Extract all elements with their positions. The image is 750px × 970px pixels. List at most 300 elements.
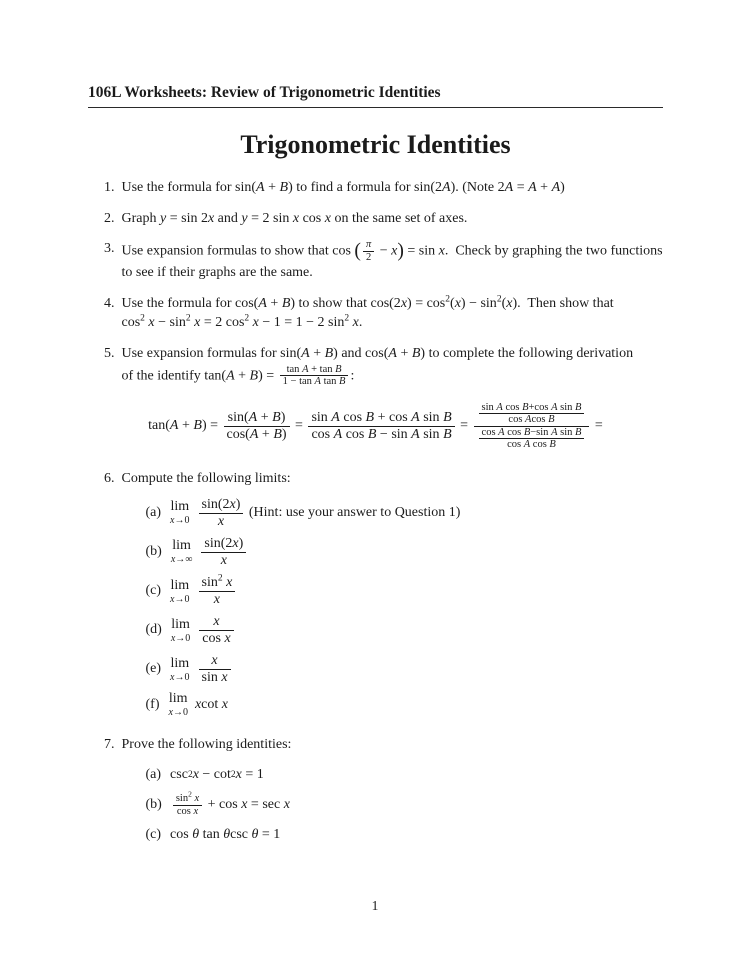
math-variable: x: [232, 535, 239, 551]
problem-1: [88, 178, 663, 198]
math-variable: x: [224, 631, 231, 647]
math-text: cos: [504, 426, 524, 438]
math-text: cos: [121, 315, 141, 331]
math-text: cos: [176, 805, 194, 817]
identity-sublist: [122, 763, 664, 847]
problem-4: [88, 294, 663, 333]
limit-subscript: [170, 673, 189, 683]
limit-subscript: [170, 516, 189, 526]
fraction: [363, 239, 374, 263]
problem-6-text: [122, 469, 664, 489]
math-text: = 2 cos: [200, 315, 245, 331]
math-text: = 2 sin: [247, 210, 293, 226]
fraction: [280, 364, 349, 388]
math-variable: A: [442, 180, 451, 195]
limit-operator: [169, 692, 188, 718]
fraction-numerator: [199, 614, 233, 630]
math-variable: x: [207, 210, 215, 226]
problem-7-content: [122, 735, 664, 853]
fraction-numerator: [199, 497, 244, 513]
problem-list: [88, 178, 663, 853]
math-variable: B: [339, 376, 346, 388]
math-text: Graph: [121, 210, 160, 226]
math-text: cos: [507, 439, 524, 451]
math-text: cos: [311, 426, 334, 442]
math-variable: A: [498, 426, 505, 438]
math-text: ). (Note 2: [450, 180, 505, 195]
math-text: →0: [174, 515, 190, 527]
math-text: cos: [508, 414, 526, 426]
math-text: − cot: [198, 766, 231, 782]
limit-operator: [170, 657, 189, 683]
math-text: +: [257, 409, 273, 425]
fraction-denominator: [308, 426, 454, 443]
math-text: +: [266, 295, 282, 311]
math-text: →0: [174, 593, 190, 605]
identity-item-b: [145, 789, 664, 817]
math-text: Use the formula for cos(: [121, 295, 259, 311]
limit-subscript: [171, 634, 190, 644]
math-variable: A: [528, 180, 537, 195]
problem-1-label: 1.: [104, 180, 115, 195]
math-variable: x: [221, 670, 228, 686]
math-variable: x: [192, 766, 199, 782]
fraction: [224, 410, 290, 443]
math-variable: B: [279, 180, 289, 195]
superscript: 2: [496, 294, 502, 305]
identity-item-c-label: (c): [145, 826, 162, 842]
limit-item-b: [146, 536, 664, 569]
math-text: .: [358, 315, 363, 331]
superscript: 2: [185, 313, 191, 324]
identity-item-a-text: csc 2 x − cot 2 x = 1: [170, 766, 663, 785]
math-variable: A: [314, 376, 321, 388]
limit-word: lim: [170, 499, 190, 515]
math-variable: A: [226, 367, 235, 383]
limit-operator: [171, 539, 193, 565]
math-text: on the same set of axes.: [330, 210, 468, 226]
superscript: 2: [217, 573, 223, 584]
math-text: +: [536, 180, 552, 195]
fraction: [199, 575, 236, 608]
limit-item-f-label: (f): [145, 697, 160, 713]
fraction-numerator: [308, 410, 454, 426]
problem-2-label: 2.: [104, 210, 115, 226]
fraction-denominator: [199, 591, 236, 608]
math-text: ) to complete the following derivation: [420, 346, 634, 362]
math-text: = sin 2: [166, 210, 208, 226]
math-variable: B: [549, 439, 556, 451]
math-variable: x: [168, 707, 173, 719]
problem-2-text: [122, 209, 664, 229]
math-variable: A: [256, 180, 265, 195]
math-variable: B: [365, 409, 375, 425]
fraction: [199, 614, 233, 647]
math-text: Prove the following identities:: [121, 737, 292, 753]
math-variable: A: [551, 401, 558, 413]
math-text: ): [235, 496, 241, 512]
math-variable: A: [169, 418, 179, 434]
math-text: =: [591, 418, 603, 434]
math-variable: A: [258, 295, 267, 311]
math-text: = 1: [241, 766, 264, 782]
problem-7: [88, 735, 663, 853]
math-variable: B: [335, 363, 342, 375]
limit-item-d-label: (d): [145, 622, 162, 638]
fraction-numerator: [474, 402, 590, 426]
math-variable: x: [193, 805, 199, 817]
math-text: tan(: [148, 418, 170, 434]
limit-sublist: [122, 497, 664, 719]
math-text: tan: [199, 826, 224, 842]
math-text: 2: [365, 251, 372, 263]
math-variable: x: [506, 295, 513, 311]
math-variable: θ: [192, 826, 200, 842]
math-variable: θ: [251, 826, 259, 842]
fraction-numerator: [173, 789, 202, 805]
math-variable: x: [170, 593, 175, 605]
math-text: cos: [170, 826, 193, 842]
math-variable: y: [241, 210, 248, 226]
fraction-denominator: [199, 630, 233, 647]
math-variable: A: [525, 414, 532, 426]
limit-item-f: [146, 692, 664, 718]
math-text: −: [376, 243, 392, 259]
limit-item-c-text: [170, 575, 663, 608]
math-text: sin: [419, 409, 444, 425]
math-variable: x: [226, 574, 233, 590]
math-text: + cos: [374, 409, 412, 425]
math-variable: x: [148, 315, 155, 331]
big-paren: ): [397, 240, 404, 262]
math-text: →0: [174, 671, 190, 683]
math-text: ) =: [258, 367, 278, 383]
math-variable: x: [438, 243, 445, 259]
math-text: cos: [202, 631, 225, 647]
math-variable: θ: [223, 826, 231, 842]
math-text: :: [350, 367, 355, 383]
math-text: =: [513, 180, 529, 195]
math-variable: x: [454, 295, 461, 311]
worksheet-header: [88, 84, 663, 108]
math-text: sin: [557, 401, 575, 413]
fraction: [201, 536, 246, 569]
superscript: 2: [188, 789, 192, 799]
fraction-denominator: [363, 251, 374, 264]
superscript: 2: [445, 294, 451, 305]
limit-subscript: [169, 708, 188, 718]
math-variable: A: [411, 409, 420, 425]
math-text: ) =: [201, 418, 222, 434]
math-variable: y: [160, 210, 167, 226]
math-text: +: [258, 426, 274, 442]
math-text: . Check by graphing the two functions: [444, 243, 663, 259]
worksheet-title: Trigonometric Identities: [240, 130, 511, 159]
math-text: →0: [175, 632, 191, 644]
math-text: =: [291, 418, 307, 434]
limit-word: lim: [170, 655, 190, 671]
limit-item-c: [146, 575, 664, 608]
math-variable: A: [388, 346, 397, 362]
math-variable: x: [252, 315, 259, 331]
fraction-denominator: [201, 552, 246, 569]
math-text: sin: [557, 426, 575, 438]
limit-word: lim: [170, 577, 190, 593]
math-variable: x: [391, 243, 398, 259]
math-variable: x: [213, 592, 221, 607]
math-variable: B: [548, 414, 555, 426]
math-text: cos: [339, 409, 366, 425]
superscript: 2: [140, 313, 145, 324]
math-text: ): [280, 409, 286, 425]
fraction-numerator: [201, 536, 246, 552]
fraction: [308, 410, 454, 443]
math-text: ). Then show that: [512, 295, 614, 311]
math-text: =: [456, 418, 472, 434]
math-text: sin: [201, 670, 222, 686]
math-text: csc: [230, 826, 252, 842]
math-text: = sin: [403, 243, 439, 259]
math-variable: A: [504, 180, 514, 195]
math-variable: x: [229, 496, 236, 512]
math-text: (: [450, 295, 455, 311]
math-variable: x: [170, 671, 175, 683]
math-text: sin: [481, 401, 497, 413]
math-text: cos: [502, 401, 523, 413]
math-text: − sin: [376, 426, 412, 442]
math-variable: B: [193, 418, 202, 434]
limit-item-d-text: [171, 614, 663, 647]
math-variable: B: [367, 426, 377, 442]
identity-item-b-label: (b): [145, 796, 162, 812]
math-text: +: [309, 346, 325, 362]
limit-operator: [170, 500, 189, 526]
math-variable: x: [213, 614, 220, 630]
math-variable: x: [170, 515, 175, 527]
math-text: = 1: [258, 826, 281, 842]
math-text: +: [264, 180, 280, 195]
fraction: [173, 789, 202, 817]
limit-word: lim: [168, 691, 188, 707]
math-variable: B: [575, 401, 582, 413]
fraction-denominator: [173, 805, 202, 818]
superscript: 2: [244, 313, 250, 324]
math-variable: A: [249, 426, 259, 442]
identity-item-a: [146, 763, 664, 787]
math-text: sin(: [227, 409, 249, 425]
math-variable: x: [292, 210, 300, 226]
problem-3-text: [122, 239, 664, 283]
math-text: (Hint: use your answer to Question 1): [245, 504, 461, 520]
fraction-numerator: [479, 402, 585, 414]
fraction-denominator: [280, 375, 349, 388]
math-variable: π: [365, 239, 372, 251]
math-variable: B: [249, 367, 259, 383]
worksheet-header-text: 106L Worksheets: Review of Trigonometric Identities: [88, 84, 441, 101]
math-variable: x: [211, 653, 218, 669]
math-variable: x: [170, 554, 176, 566]
fraction-numerator: [199, 653, 231, 669]
big-paren: (: [354, 240, 361, 262]
math-variable: A: [331, 409, 340, 425]
math-variable: A: [496, 401, 503, 413]
math-variable: B: [523, 426, 531, 438]
math-text: cos(: [226, 426, 250, 442]
fraction: [479, 427, 585, 451]
fraction-denominator: [199, 669, 231, 686]
math-variable: x: [400, 295, 408, 311]
limit-item-f-text: [169, 692, 664, 718]
identity-item-c: [146, 823, 664, 847]
fraction: [474, 402, 590, 451]
math-text: sin: [175, 793, 189, 805]
math-variable: x: [241, 796, 248, 812]
math-text: − sin: [154, 315, 186, 331]
limit-item-e: [146, 653, 664, 686]
math-text: →∞: [175, 554, 193, 566]
fraction-denominator: [474, 426, 590, 451]
math-text: cos: [531, 414, 549, 426]
math-variable: A: [333, 426, 343, 442]
fraction: [199, 497, 244, 530]
math-text: + cos: [204, 796, 242, 812]
limit-item-b-label: (b): [145, 543, 162, 559]
math-variable: B: [443, 426, 452, 442]
identity-item-c-text: [170, 826, 663, 845]
fraction-numerator: [224, 410, 290, 426]
math-variable: B: [273, 426, 282, 442]
fraction-numerator: [363, 239, 374, 251]
math-variable: B: [324, 346, 334, 362]
math-variable: A: [411, 426, 420, 442]
math-variable: x: [283, 796, 290, 812]
problem-3-label: 3.: [104, 241, 115, 257]
math-text: ) to find a formula for sin(2: [288, 180, 443, 195]
math-variable: B: [522, 401, 529, 413]
math-variable: A: [302, 363, 309, 375]
math-variable: x: [194, 315, 201, 331]
math-text: ) to show that cos(2: [290, 295, 401, 311]
math-text: 1 − tan: [282, 376, 315, 388]
math-text: Use the formula for sin(: [121, 180, 257, 195]
math-variable: x: [221, 697, 228, 713]
tan-derivation-equation: [88, 402, 663, 451]
limit-item-e-text: [170, 653, 663, 686]
limit-item-c-label: (c): [145, 583, 162, 599]
math-text: = sec: [247, 796, 284, 812]
math-text: ) = cos: [407, 295, 446, 311]
math-variable: B: [443, 409, 452, 425]
limit-item-b-text: [171, 536, 663, 569]
fraction: [199, 653, 231, 686]
problem-1-text: [122, 178, 664, 198]
problem-3: [88, 239, 663, 283]
fraction-denominator: [479, 413, 585, 426]
math-variable: x: [194, 793, 200, 805]
identity-item-b-text: [171, 789, 663, 817]
math-text: of the identify tan(: [121, 367, 227, 383]
problem-7-text: [122, 735, 664, 755]
problem-4-text: [122, 294, 664, 333]
limit-item-a: [146, 497, 664, 530]
problem-6: [88, 469, 663, 725]
limit-subscript: [170, 595, 189, 605]
math-text: sin: [419, 426, 444, 442]
math-text: csc: [170, 766, 188, 782]
math-text: →0: [172, 707, 188, 719]
math-text: ) and cos(: [333, 346, 389, 362]
problem-7-label: 7.: [104, 737, 115, 753]
problem-5: [88, 344, 663, 388]
problem-6-content: [122, 469, 664, 725]
limit-operator: [171, 618, 190, 644]
math-text: + tan: [308, 363, 336, 375]
math-variable: x: [194, 697, 202, 713]
limit-item-e-label: (e): [145, 661, 162, 677]
math-variable: x: [235, 766, 242, 782]
math-text: ): [238, 535, 244, 551]
limit-item-a-text: [170, 497, 663, 530]
math-text: Use expansion formulas for sin(: [121, 346, 302, 362]
math-text: sin: [201, 574, 218, 590]
math-variable: B: [272, 409, 281, 425]
problem-2: [88, 209, 663, 229]
math-variable: A: [248, 409, 258, 425]
limit-operator: [170, 579, 189, 605]
math-variable: B: [575, 426, 582, 438]
math-text: Use expansion formulas to show that cos: [121, 243, 355, 259]
limit-item-a-label: (a): [145, 504, 162, 520]
limit-word: lim: [172, 538, 191, 554]
math-variable: x: [352, 315, 359, 331]
math-text: Compute the following limits:: [121, 470, 291, 486]
math-text: and: [214, 210, 242, 226]
math-text: +cos: [528, 401, 552, 413]
fraction-denominator: [224, 426, 290, 443]
math-variable: A: [301, 346, 310, 362]
math-text: tan: [320, 376, 340, 388]
math-text: +: [234, 367, 250, 383]
math-text: to see if their graphs are the same.: [121, 265, 313, 281]
problem-6-label: 6.: [104, 470, 115, 486]
fraction-denominator: [479, 438, 585, 451]
fraction-numerator: [280, 364, 349, 376]
math-text: +: [396, 346, 412, 362]
math-variable: x: [324, 210, 331, 226]
math-text: sin: [311, 409, 332, 425]
math-variable: A: [551, 180, 561, 195]
math-text: ): [560, 180, 565, 195]
math-variable: B: [411, 346, 421, 362]
math-text: −sin: [530, 426, 552, 438]
math-text: (: [501, 295, 507, 311]
math-text: ): [281, 426, 287, 442]
limit-item-d: [146, 614, 664, 647]
superscript: 2: [344, 313, 350, 324]
math-text: cos: [530, 439, 550, 451]
limit-word: lim: [171, 616, 190, 632]
math-variable: x: [217, 513, 225, 529]
problem-5-text: [122, 344, 664, 388]
page-number: 1: [371, 898, 379, 913]
identity-item-a-label: (a): [145, 766, 162, 782]
math-text: sin(2: [204, 535, 233, 551]
math-text: ) − sin: [460, 295, 497, 311]
fraction-numerator: [199, 575, 236, 591]
math-text: cos: [299, 210, 325, 226]
math-variable: A: [551, 426, 558, 438]
fraction-numerator: [479, 427, 585, 439]
